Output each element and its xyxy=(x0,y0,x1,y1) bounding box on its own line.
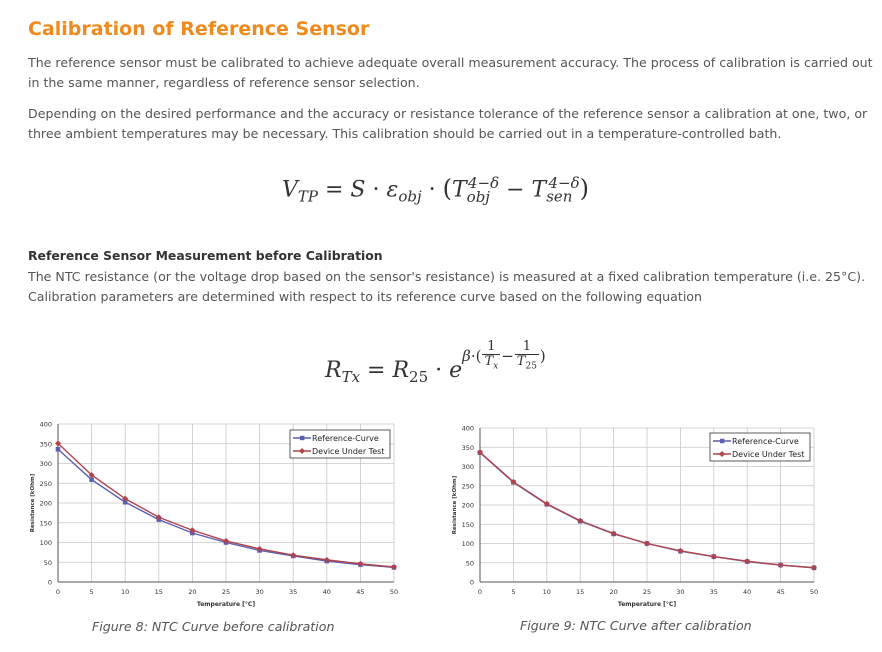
x-tick-label: 50 xyxy=(389,588,399,596)
chart-legend xyxy=(710,433,810,461)
y-tick-label: 250 xyxy=(461,482,474,491)
y-tick-label: 50 xyxy=(465,559,474,568)
y-tick-label: 350 xyxy=(39,440,52,449)
x-tick-label: 15 xyxy=(154,588,163,596)
section-subheading: Reference Sensor Measurement before Calibration xyxy=(28,248,383,263)
x-tick-label: 5 xyxy=(511,588,516,596)
y-tick-label: 200 xyxy=(461,501,474,510)
data-point xyxy=(56,447,61,452)
data-point xyxy=(89,477,94,482)
x-tick-label: 35 xyxy=(709,588,718,596)
y-tick-label: 100 xyxy=(39,539,52,547)
x-tick-label: 20 xyxy=(609,588,618,596)
x-tick-label: 35 xyxy=(289,588,298,596)
y-axis-label: Resistance [kOhm] xyxy=(30,473,36,533)
y-tick-label: 150 xyxy=(461,520,474,529)
ntc-paragraph: The NTC resistance (or the voltage drop based on the sensor's resistance) is measured at a fixed calibration temperature (i.e. 25°C). Calibration parameters are determined with respect to its reference curve based on the following equation xyxy=(28,269,866,304)
figure-8-caption: Figure 8: NTC Curve before calibration xyxy=(92,619,335,634)
y-tick-label: 300 xyxy=(39,460,52,468)
x-tick-label: 40 xyxy=(743,588,752,596)
x-tick-label: 10 xyxy=(542,588,551,596)
x-tick-label: 0 xyxy=(55,588,61,596)
x-tick-label: 50 xyxy=(809,588,819,596)
y-tick-label: 400 xyxy=(39,420,52,429)
x-tick-label: 30 xyxy=(676,588,685,596)
y-tick-label: 100 xyxy=(461,540,474,548)
x-tick-label: 25 xyxy=(642,588,652,596)
legend-entry: Device Under Test xyxy=(312,447,385,456)
legend-entry: Reference-Curve xyxy=(732,437,799,446)
x-tick-label: 45 xyxy=(776,588,785,596)
legend-swatch-marker xyxy=(300,436,304,440)
calibration-paragraph: Depending on the desired performance and the accuracy or resistance tolerance of the reference sensor a calibration at one, two, or three ambient temperatures may be necessary. This calibration should be carried out in a temperature-controlled bath. xyxy=(28,106,868,141)
y-tick-label: 50 xyxy=(43,558,52,567)
x-tick-label: 45 xyxy=(356,588,365,596)
x-tick-label: 40 xyxy=(322,588,331,596)
chart-legend xyxy=(290,430,390,458)
page-title: Calibration of Reference Sensor xyxy=(28,18,370,40)
y-tick-label: 250 xyxy=(39,479,52,488)
y-axis-label: Resistance [kOhm] xyxy=(452,475,458,535)
x-tick-label: 0 xyxy=(477,588,483,596)
x-axis-label: Temperature [°C] xyxy=(196,601,256,608)
figure-9-caption: Figure 9: NTC Curve after calibration xyxy=(520,618,752,633)
y-tick-label: 200 xyxy=(39,499,52,508)
legend-entry: Reference-Curve xyxy=(312,434,379,443)
voltage-equation: $V_{TP} = S \cdot \varepsilon_{obj} \cdot (T_{obj}^{4-\delta} - T_{sen}^{4-\delta})$ xyxy=(282,174,590,206)
y-tick-label: 350 xyxy=(461,443,474,452)
ntc-chart-before xyxy=(28,416,418,616)
x-tick-label: 25 xyxy=(221,588,231,596)
y-tick-label: 0 xyxy=(47,578,52,587)
x-tick-label: 5 xyxy=(89,588,94,596)
x-tick-label: 30 xyxy=(255,588,264,596)
y-tick-label: 400 xyxy=(461,424,474,433)
ntc-chart-after xyxy=(450,418,830,613)
x-tick-label: 20 xyxy=(188,588,197,596)
x-tick-label: 10 xyxy=(121,588,130,596)
y-tick-label: 150 xyxy=(39,519,52,528)
legend-swatch-marker xyxy=(720,439,724,443)
x-tick-label: 15 xyxy=(576,588,585,596)
y-tick-label: 300 xyxy=(461,463,474,471)
x-axis-label: Temperature [°C] xyxy=(617,601,677,608)
intro-paragraph: The reference sensor must be calibrated to achieve adequate overall measurement accuracy. The process of calibration is carried out in the same manner, regardless of reference sensor selection. xyxy=(28,55,873,90)
resistance-equation: $R_{Tx} = R_{25} \cdot e\beta\cdot$( $\frac{1}{T_x}$ − $\frac{1}{T_{25}}$ ) xyxy=(325,339,546,387)
y-tick-label: 0 xyxy=(469,578,474,587)
legend-entry: Device Under Test xyxy=(732,450,805,459)
